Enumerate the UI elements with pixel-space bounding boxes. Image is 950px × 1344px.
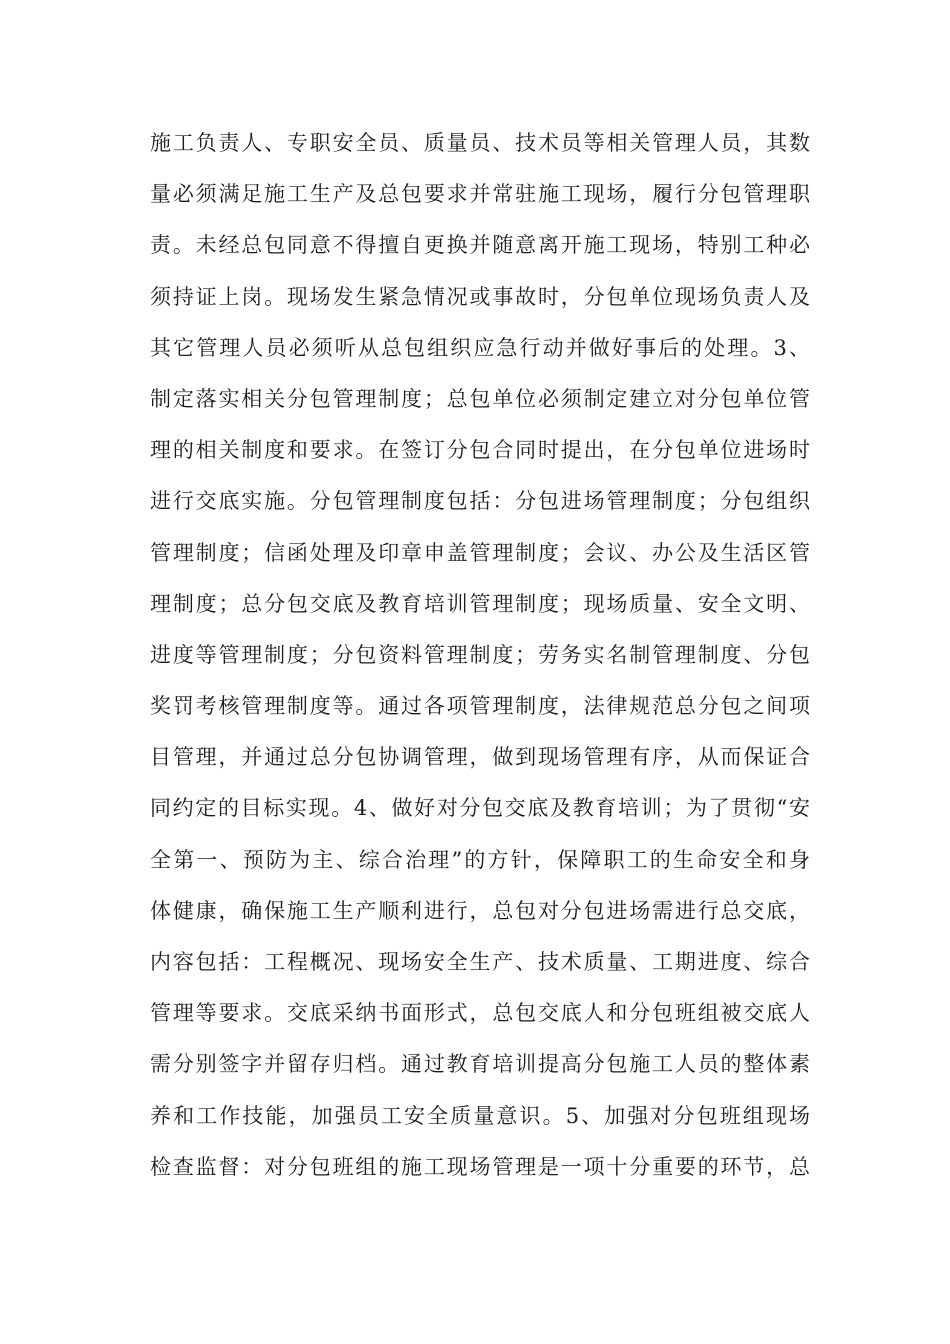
- text-line: 理的相关制度和要求。在签订分包合同时提出，在分包单位进场时: [150, 438, 810, 463]
- text-line: 量必须满足施工生产及总包要求并常驻施工现场，履行分包管理职: [150, 182, 810, 207]
- text-line: 进度等管理制度；分包资料管理制度；劳务实名制管理制度、分包: [150, 642, 810, 667]
- text-line: 检查监督：对分包班组的施工现场管理是一项十分重要的环节，总: [150, 1154, 810, 1179]
- text-line: 制定落实相关分包管理制度；总包单位必须制定建立对分包单位管: [150, 386, 810, 411]
- text-line: 奖罚考核管理制度等。通过各项管理制度，法律规范总分包之间项: [150, 694, 810, 719]
- text-line: 全第一、预防为主、综合治理”的方针，保障职工的生命安全和身: [150, 847, 810, 872]
- text-line: 其它管理人员必须听从总包组织应急行动并做好事后的处理。3、: [150, 335, 810, 360]
- text-line: 体健康，确保施工生产顺利进行，总包对分包进场需进行总交底，: [150, 898, 810, 923]
- text-line: 施工负责人、专职安全员、质量员、技术员等相关管理人员，其数: [150, 131, 810, 155]
- text-line: 需分别签字并留存归档。通过教育培训提高分包施工人员的整体素: [150, 1052, 810, 1077]
- text-line: 内容包括：工程概况、现场安全生产、技术质量、工期进度、综合: [150, 950, 810, 974]
- text-line: 同约定的目标实现。4、做好对分包交底及教育培训；为了贯彻“安: [150, 796, 810, 821]
- text-line: 养和工作技能，加强员工安全质量意识。5、加强对分包班组现场: [150, 1103, 810, 1128]
- body-text: [150, 118, 810, 1193]
- text-line: 理制度；总分包交底及教育培训管理制度；现场质量、安全文明、: [150, 591, 810, 616]
- text-line: 管理等要求。交底采纳书面形式，总包交底人和分包班组被交底人: [150, 1001, 810, 1026]
- text-line: 目管理，并通过总分包协调管理，做到现场管理有序，从而保证合: [150, 745, 810, 770]
- text-line: 须持证上岗。现场发生紧急情况或事故时，分包单位现场负责人及: [150, 284, 810, 309]
- text-line: 管理制度；信函处理及印章申盖管理制度；会议、办公及生活区管: [150, 540, 810, 565]
- text-line: 进行交底实施。分包管理制度包括：分包进场管理制度；分包组织: [150, 489, 810, 514]
- text-line: 责。未经总包同意不得擅自更换并随意离开施工现场，特别工种必: [150, 233, 810, 258]
